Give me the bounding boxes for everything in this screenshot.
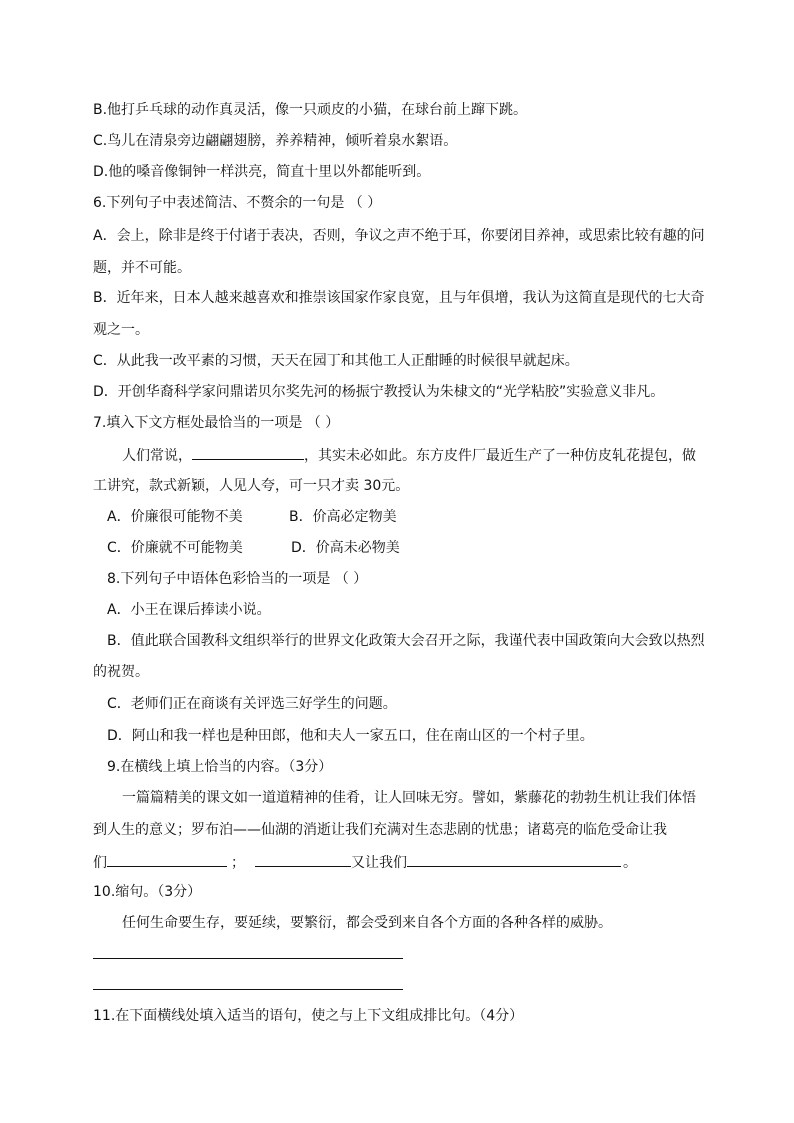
- q7-passage-text-b: ，其实未必如此。东方皮件厂最近生产了一种仿皮轧花提包，做: [304, 448, 696, 464]
- q8-option-d: D．阿山和我一样也是种田郎，他和夫人一家五口，住在南山区的一个村子里。: [107, 728, 594, 744]
- q7-option-b: B．价高必定物美: [289, 509, 397, 525]
- question-8-stem: 8.下列句子中语体色彩恰当的一项是 （ ）: [107, 571, 368, 587]
- q9-passage-line3: [93, 852, 637, 872]
- q9-passage-line1: 一篇篇精美的课文如一道道精神的佳肴，让人回味无穷。譬如，紫藤花的勃勃生机让我们体悟: [122, 790, 696, 806]
- q5-option-c: C.鸟儿在清泉旁边翩翩翅膀，养养精神，倾听着泉水絮语。: [93, 133, 458, 149]
- q9-answer-blank-3: [407, 852, 621, 867]
- q6-option-a-line1: A．会上，除非是终于付诸于表决，否则，争议之声不绝于耳，你要闭目养神，或思索比较有趣的问: [93, 228, 705, 244]
- q9-text-c: 又让我们: [351, 855, 407, 871]
- q10-answer-line-1: [93, 958, 403, 959]
- q5-option-d: D.他的嗓音像铜钟一样洪亮，简直十里以外都能听到。: [93, 164, 431, 180]
- question-7-stem: 7.填入下文方框处最恰当的一项是 （ ）: [93, 415, 340, 431]
- q6-option-b-line1: B．近年来，日本人越来越喜欢和推崇该国家作家良宽，且与年俱增，我认为这简直是现代的七大奇: [93, 290, 705, 306]
- q9-answer-blank-1: [107, 852, 227, 867]
- q10-answer-line-2: [93, 989, 403, 990]
- q7-passage-line1: [122, 445, 696, 465]
- q5-option-b: B.他打乒乓球的动作真灵活，像一只顽皮的小猫，在球台前上蹿下跳。: [93, 102, 528, 118]
- q8-option-c: C．老师们正在商谈有关评选三好学生的问题。: [107, 696, 397, 712]
- question-9-stem: 9.在横线上填上恰当的内容。（3分）: [107, 759, 333, 775]
- q9-text-a: 们: [93, 855, 107, 871]
- q6-option-a-line2: 题，并不可能。: [93, 260, 191, 276]
- q9-passage-line2: 到人生的意义；罗布泊——仙湖的消逝让我们充满对生态悲剧的忧患；诸葛亮的临危受命让我: [93, 822, 667, 838]
- question-11-stem: 11.在下面横线处填入适当的语句，使之与上下文组成排比句。（4分）: [93, 1008, 524, 1024]
- q7-options-row2: [107, 539, 400, 557]
- question-10-stem: 10.缩句。（3分）: [93, 884, 202, 900]
- q7-passage-text-a: 人们常说，: [122, 448, 192, 464]
- q7-options-row1: [107, 508, 397, 526]
- q9-text-d: 。: [623, 855, 637, 871]
- q6-option-b-line2: 观之一。: [93, 322, 149, 338]
- q7-passage-line2: 工讲究，款式新颖，人见人夸，可一只才卖 30元。: [93, 478, 410, 494]
- q6-option-d: D．开创华裔科学家问鼎诺贝尔奖先河的杨振宁教授认为朱棣文的“光学粘胶”实验意义非凡。: [93, 384, 665, 400]
- q7-answer-blank: [192, 445, 304, 460]
- q7-option-c: C．价廉就不可能物美: [107, 540, 243, 556]
- q8-option-a: A．小王在课后捧读小说。: [107, 602, 271, 618]
- q7-option-d: D．价高未必物美: [291, 540, 400, 556]
- q9-text-b: ；: [231, 855, 245, 871]
- q10-sentence: 任何生命要生存，要延续，要繁衍，都会受到来自各个方面的各种各样的威胁。: [122, 915, 612, 931]
- question-6-stem: 6.下列句子中表述简洁、不赘余的一句是 （ ）: [93, 195, 382, 211]
- q7-option-a: A．价廉很可能物不美: [107, 509, 243, 525]
- q8-option-b-line2: 的祝贺。: [93, 664, 149, 680]
- q9-answer-blank-2: [255, 852, 351, 867]
- q8-option-b-line1: B．值此联合国教科文组织举行的世界文化政策大会召开之际，我谨代表中国政策向大会致以热烈: [107, 633, 705, 649]
- q6-option-c: C．从此我一改平素的习惯，天天在园丁和其他工人正酣睡的时候很早就起床。: [93, 353, 579, 369]
